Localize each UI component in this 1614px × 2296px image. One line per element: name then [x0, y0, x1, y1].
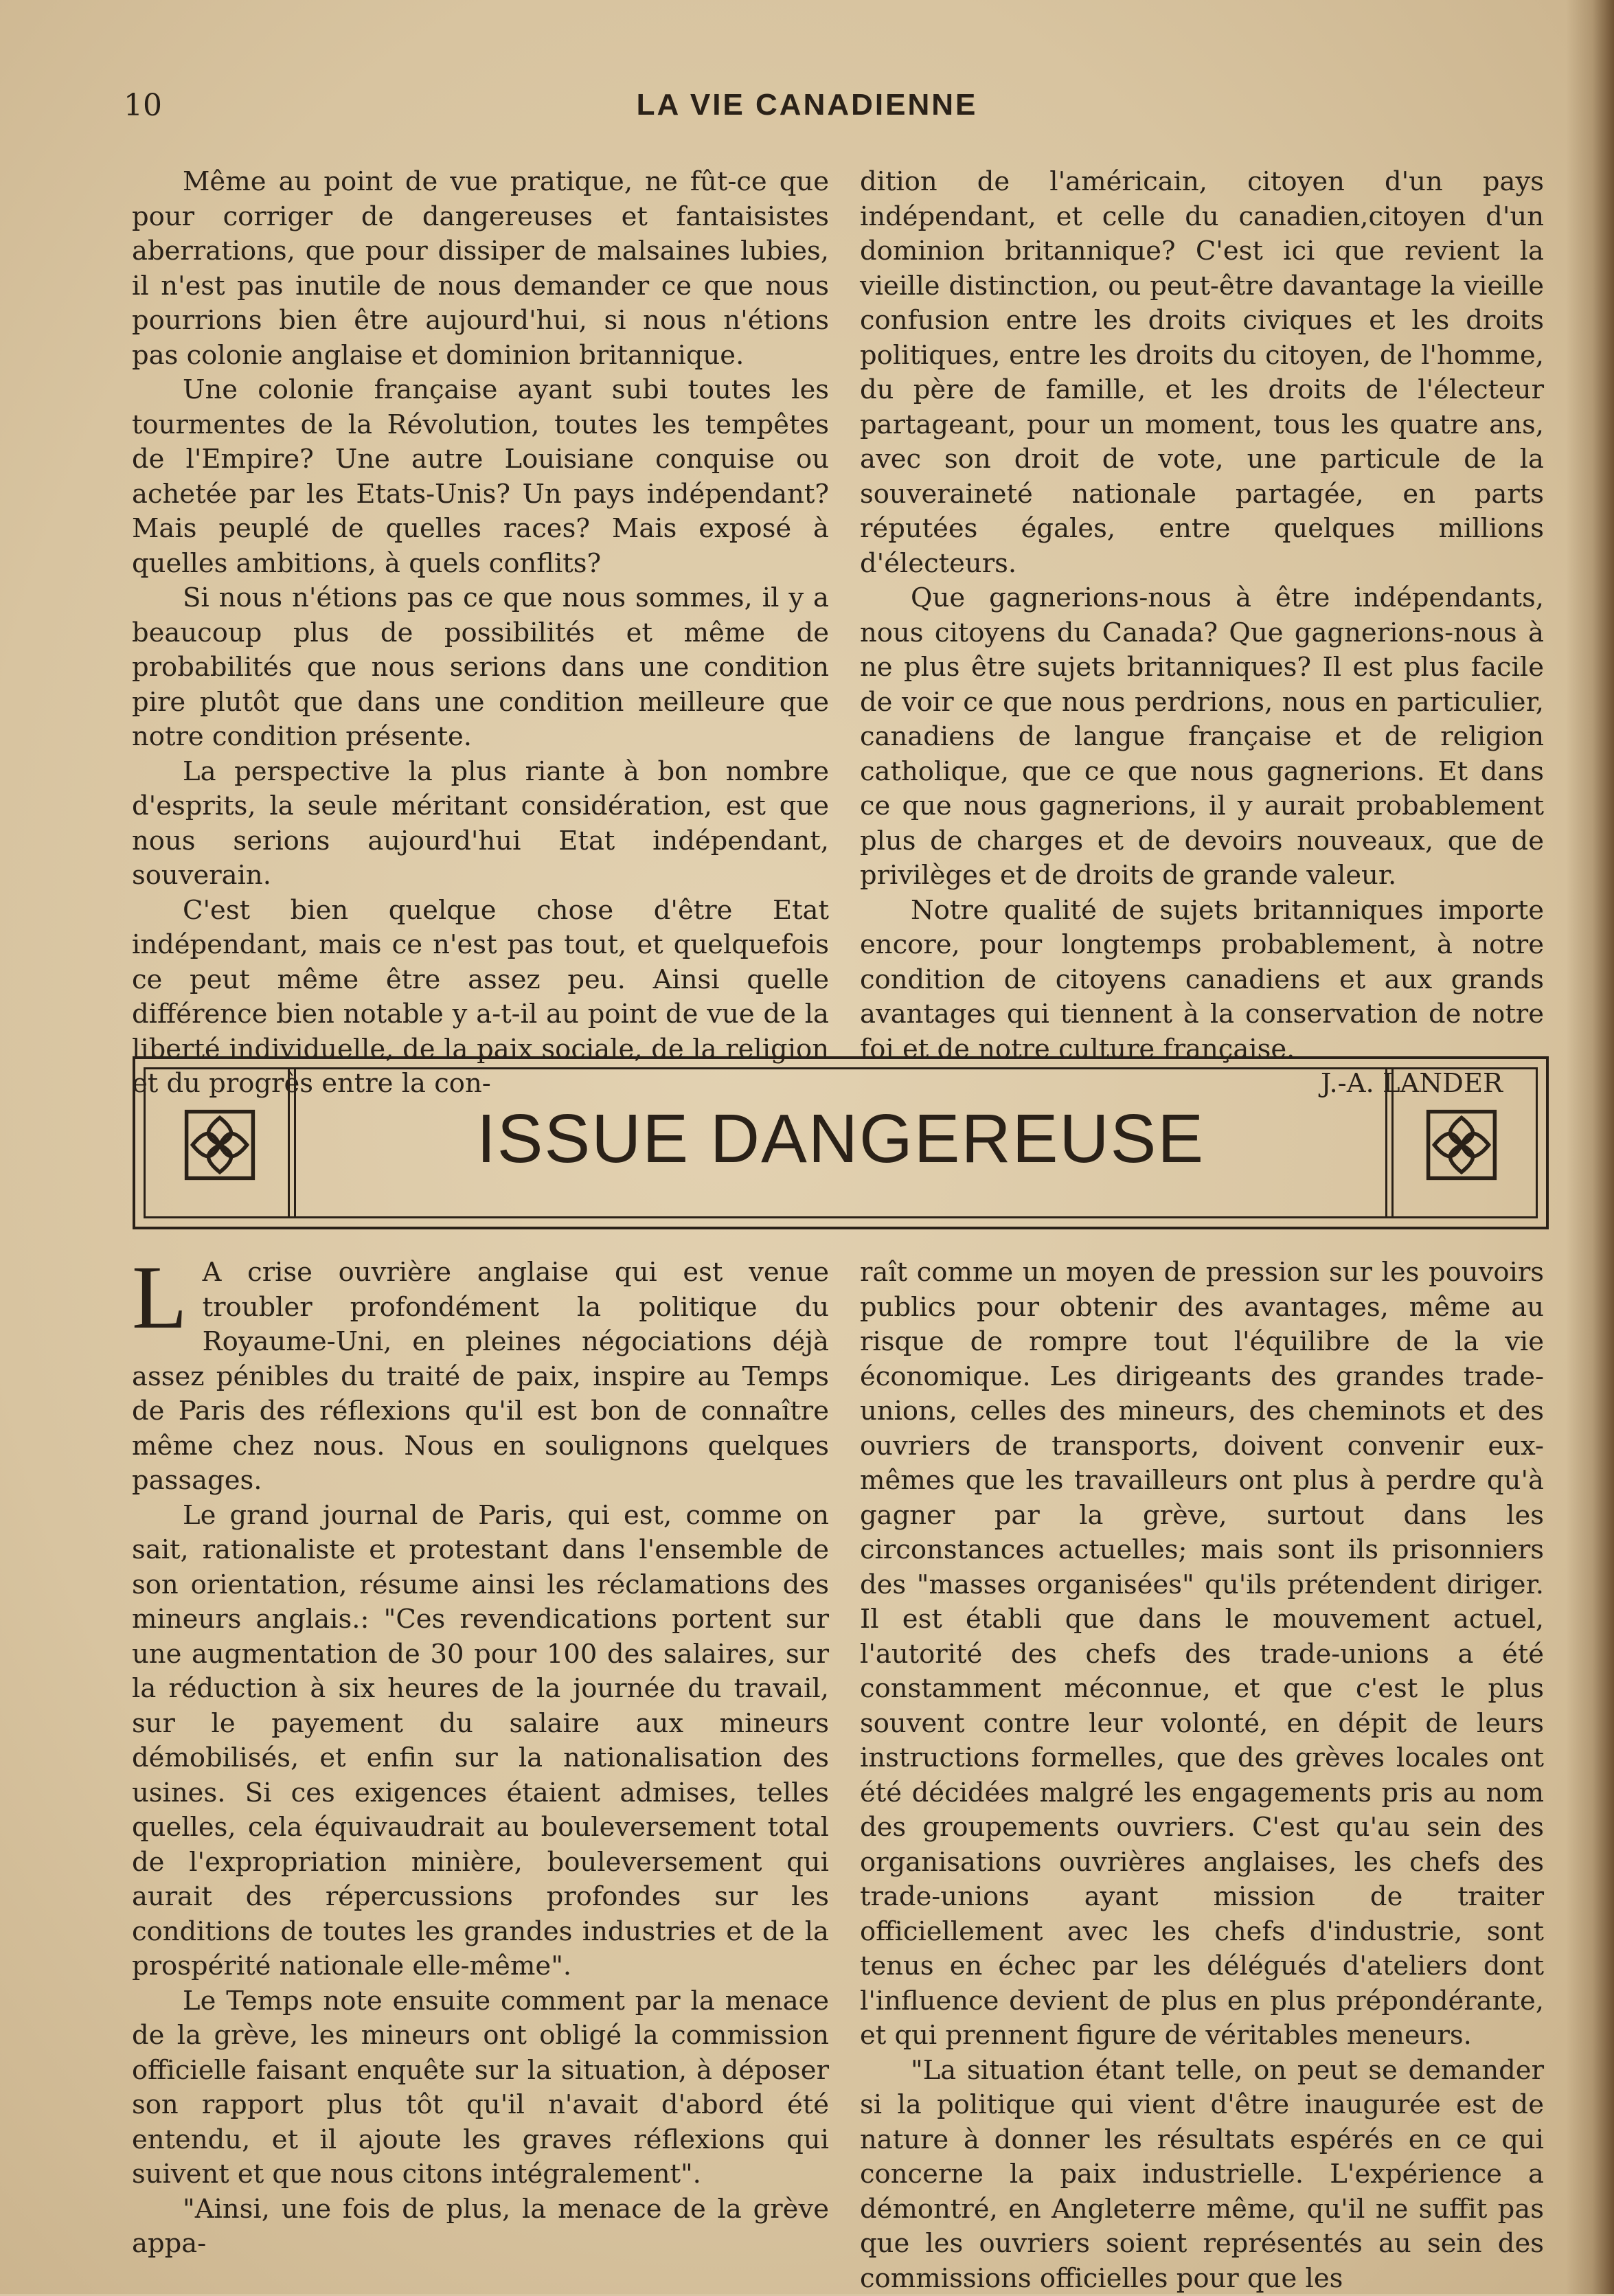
fleuron-ornament-icon [1424, 1107, 1499, 1183]
paragraph: Notre qualité de sujets britanniques importe encore, pour longtemps probablement, à notre condition de citoyens canadiens et aux grands avantages qui tiennent à la conservation de notre foi et de notre culture française. [860, 894, 1544, 1067]
paragraph: Le Temps note ensuite comment par la menace de la grève, les mineurs ont obligé la commission officielle faisant enquête sur la situation, à déposer son rapport plus tôt qu'il n'avait d'abord été entendu, et il ajoute les graves réflexions qui suivent et que nous citons intégralement". [132, 1984, 829, 2192]
title-box-divider-right [1385, 1067, 1394, 1218]
article1-column-left [132, 165, 829, 1102]
article2-title-box [133, 1056, 1549, 1229]
paragraph: Que gagnerions-nous à être indépendants, nous citoyens du Canada? Que gagnerions-nous à ne plus être sujets britanniques? Il est plus facile de voir ce que nous perdrions, nous en particulier, canadiens de langue française et de religion catholique, que ce que nous gagnerions. Et dans ce que nous gagnerions, il y aurait probablement plus de charges et de devoirs nouveaux, que de privilèges et de droits de grande valeur. [860, 581, 1544, 894]
paragraph: La perspective la plus riante à bon nombre d'esprits, la seule méritant considération, est que nous serions aujourd'hui Etat indépendant, souverain. [132, 755, 829, 894]
fleuron-ornament-icon [182, 1107, 258, 1183]
page-header [124, 88, 1490, 129]
article2-column-left [132, 1255, 829, 2262]
paragraph: Le grand journal de Paris, qui est, comme on sait, rationaliste et protestant dans l'ensemble de son orientation, résume ainsi les réclamations des mineurs anglais.: "Ces revendications portent sur une augmentation de 30 pour 100 des salaires, sur la réduction à six heures de la journée du travail, sur le payement du salaire aux mineurs démobilisés, et enfin sur la nationalisation des usines. Si ces exigences étaient admises, telles quelles, cela équivaudrait au bouleversement total de l'expropriation minière, bouleversement qui aurait des répercussions profondes sur les conditions de toutes les grandes industries et de la prospérité nationale elle-même". [132, 1499, 829, 1984]
paragraph-lead [132, 1255, 829, 1499]
paragraph: "Ainsi, une fois de plus, la menace de la grève appa- [132, 2192, 829, 2262]
paragraph: "La situation étant telle, on peut se demander si la politique qui vient d'être inaugurée est de nature à donner les résultats espérés en ce qui concerne la paix industrielle. L'expérience a démontré, en Angleterre même, qu'il ne suffit pas que les ouvriers soient représentés au sein des commissions officielles pour que les [860, 2054, 1544, 2296]
article2-title: ISSUE DANGEREUSE [300, 1098, 1381, 1180]
paragraph: Une colonie française ayant subi toutes les tourmentes de la Révolution, toutes les tempêtes de l'Empire? Une autre Louisiane conquise ou achetée par les Etats-Unis? Un pays indépendant? Mais peuplé de quelles races? Mais exposé à quelles ambitions, à quels conflits? [132, 373, 829, 581]
paragraph-continued: dition de l'américain, citoyen d'un pays indépendant, et celle du canadien,citoyen d'un dominion britannique? C'est ici que revient la vieille distinction, ou peut-être davantage la vieille confusion entre les droits civiques et les droits politiques, entre les droits du citoyen, de l'homme, du père de famille, et les droits de l'électeur partageant, pour un moment, tous les quatre ans, avec son droit de vote, une particule de la souveraineté nationale partagée, en parts réputées égales, entre quelques millions d'électeurs. [860, 165, 1544, 581]
article2-column-right [860, 1255, 1544, 2296]
page-number: 10 [124, 88, 162, 123]
paragraph-continued: raît comme un moyen de pression sur les pouvoirs publics pour obtenir des avantages, même au risque de rompre tout l'équilibre de la vie économique. Les dirigeants des grandes trade-unions, celles des mineurs, des cheminots et des ouvriers de transports, doivent convenir eux-mêmes que les travailleurs ont plus à perdre qu'à gagner par la grève, surtout dans les circonstances actuelles; mais sont ils prisonniers des "masses organisées" qu'ils prétendent diriger. Il est établi que dans le mouvement actuel, l'autorité des chefs des trade-unions a été constamment méconnue, et que c'est le plus souvent contre leur volonté, en dépit de leurs instructions formelles, que des grèves locales ont été décidées malgré les engagements pris au nom des groupements ouvriers. C'est qu'au sein des organisations ouvrières anglaises, les chefs des trade-unions ayant mission de traiter officiellement avec les chefs d'industrie, sont tenus en échec par les délégués d'ateliers dont l'influence devient de plus en plus prépondérante, et qui prennent figure de véritables meneurs. [860, 1255, 1544, 2054]
page-spine-shadow [1566, 0, 1614, 2294]
article1-column-right [860, 165, 1544, 1102]
author-signature: J.-A. LANDER [860, 1067, 1544, 1102]
lead-text: A crise ouvrière anglaise qui est venue troubler profondément la politique du Royaume-Uni, en pleines négociations déjà assez pénibles du traité de paix, inspire au Temps de Paris des réflexions qu'il est bon de connaître même chez nous. Nous en soulignons quelques passages. [132, 1257, 829, 1496]
paragraph: C'est bien quelque chose d'être Etat indépendant, mais ce n'est pas tout, et quelquefois ce peut même être assez peu. Ainsi quelle différence bien notable y a-t-il au point de vue de la liberté individuelle, de la paix sociale, de la religion et du progrès entre la con- [132, 894, 829, 1102]
paragraph: Même au point de vue pratique, ne fût-ce que pour corriger de dangereuses et fantaisistes aberrations, que pour dissiper de malsaines lubies, il n'est pas inutile de nous demander ce que nous pourrions bien être aujourd'hui, si nous n'étions pas colonie anglaise et dominion britannique. [132, 165, 829, 373]
paragraph: Si nous n'étions pas ce que nous sommes, il y a beaucoup plus de possibilités et même de probabilités que nous serions dans une condition pire plutôt que dans une condition meilleure que notre condition présente. [132, 581, 829, 755]
drop-cap: L [132, 1260, 187, 1335]
journal-title: LA VIE CANADIENNE [124, 88, 1490, 122]
title-box-divider-left [288, 1067, 296, 1218]
